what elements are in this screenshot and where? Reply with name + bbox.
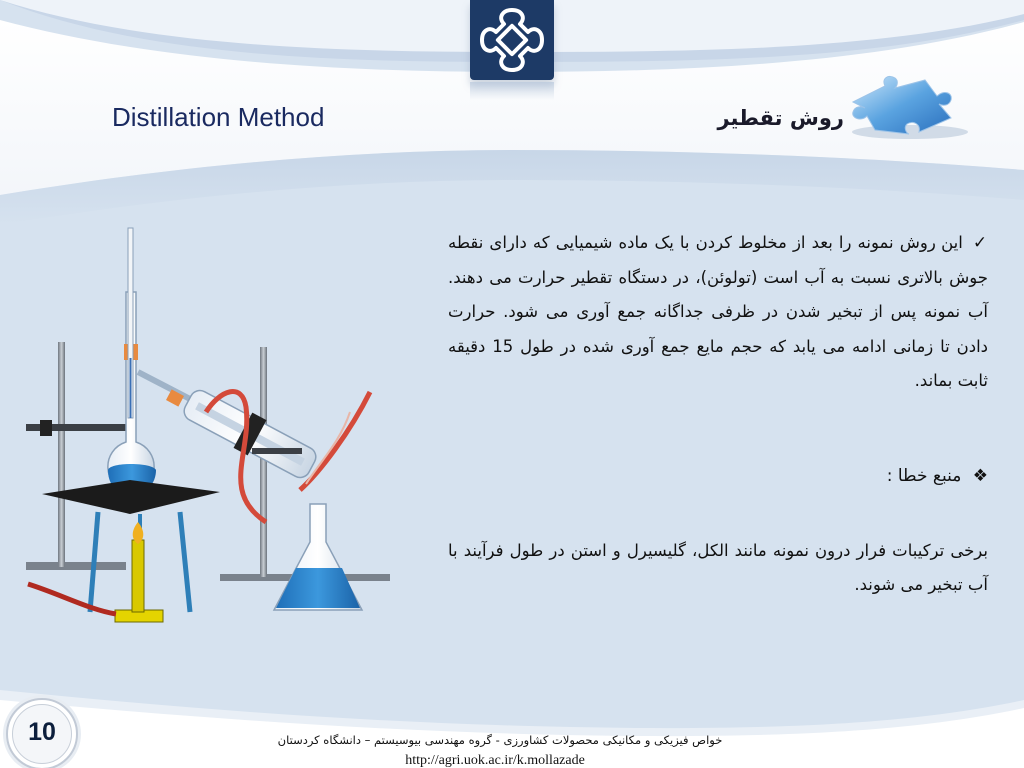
puzzle-piece-icon xyxy=(845,72,975,142)
paragraph-method-text: این روش نمونه را بعد از مخلوط کردن با یک ماده شیمیایی که دارای نقطه جوش بالاتری نسبت به آب است (تولوئن)، در دستگاه تقطیر حرارت می دهند. آب نمونه پس از تبخیر شدن در ظرفی جداگانه جمع آوری می شود. حرارت دادن تا زمانی ادامه می یابد که حجم مایع جمع آوری شده در طول 15 دقیقه ثابت بماند. xyxy=(448,233,989,391)
title-english: Distillation Method xyxy=(112,102,325,132)
university-logo-icon xyxy=(470,0,554,80)
footer-course-line: خواص فیزیکی و مکانیکی محصولات کشاورزی - گروه مهندسی بیوسیستم – دانشگاه کردستان xyxy=(277,733,723,747)
check-icon: ✓ xyxy=(972,233,989,253)
footer-url[interactable]: http://agri.uok.ac.ir/k.mollazade xyxy=(405,753,585,768)
logo-reflection xyxy=(470,82,554,100)
error-source-heading xyxy=(887,466,988,486)
error-source-label: منبع خطا : xyxy=(886,466,962,486)
bullet-icon: ❖ xyxy=(972,466,988,486)
paragraph-error-source: برخی ترکیبات فرار درون نمونه مانند الکل، گلیسیرل و استن در طول فرآیند با آب تبخیر می شوند. xyxy=(448,541,988,594)
paragraph-method-description xyxy=(448,226,988,399)
page-number: 10 xyxy=(28,718,56,746)
title-persian: روش تقطیر xyxy=(717,106,844,130)
distillation-apparatus-illustration xyxy=(20,222,400,642)
